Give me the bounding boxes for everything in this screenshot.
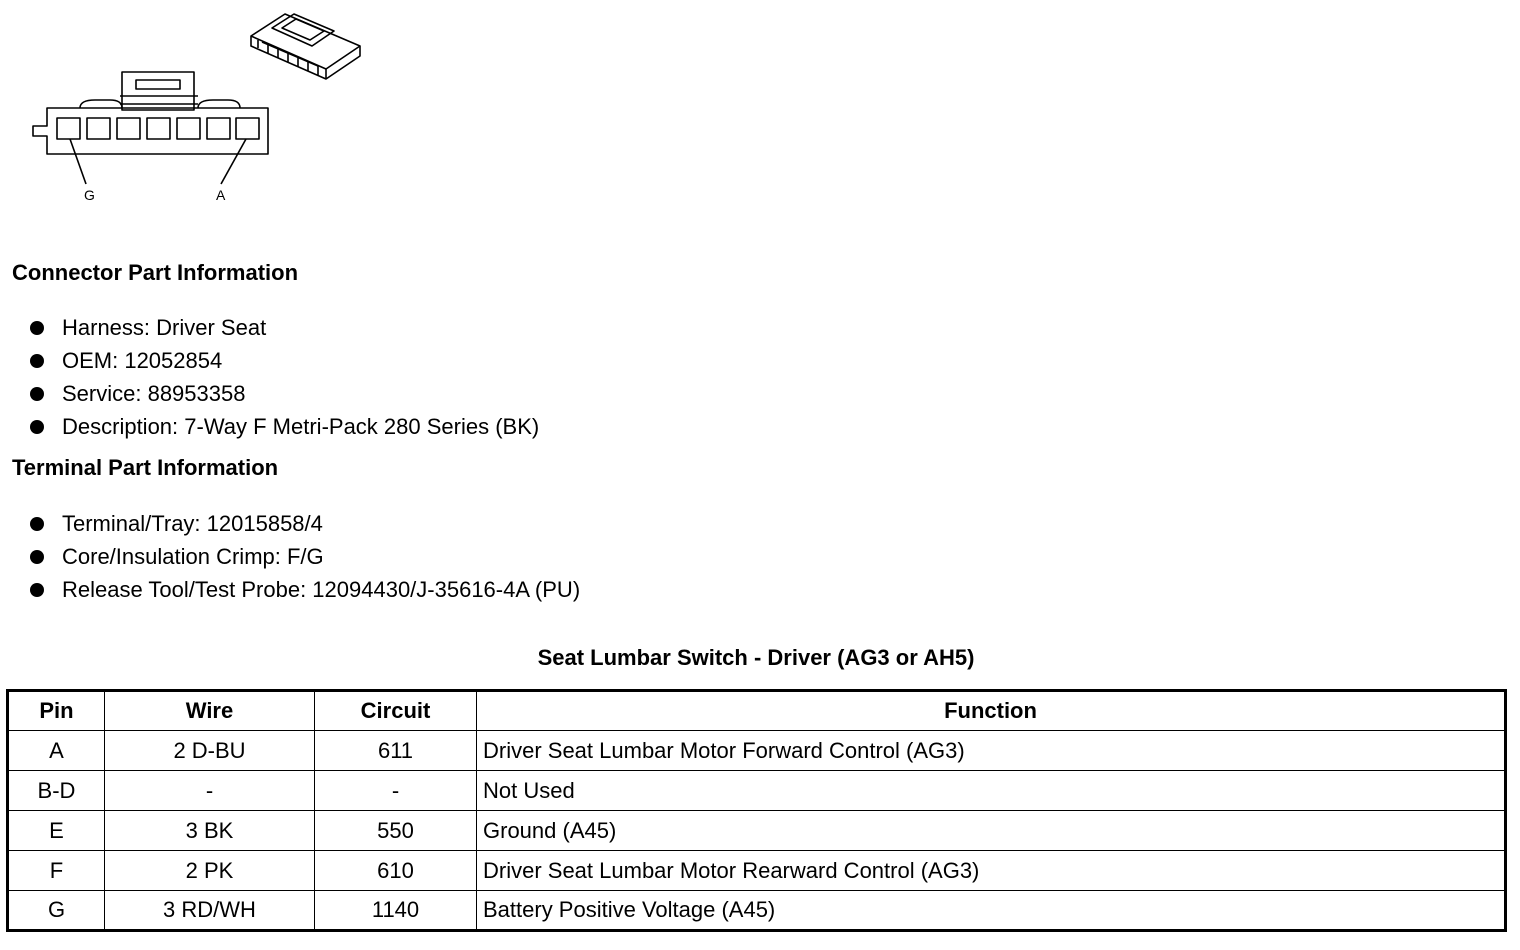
table-row	[8, 891, 1506, 931]
list-item-text: Core/Insulation Crimp: F/G	[62, 544, 324, 569]
cell-pin: F	[8, 851, 105, 891]
table-title: Seat Lumbar Switch - Driver (AG3 or AH5)	[537, 645, 975, 670]
connector-part-heading: Connector Part Information	[12, 260, 299, 285]
bullet-icon	[30, 517, 44, 531]
cell-function: Battery Positive Voltage (A45)	[477, 891, 1506, 931]
terminal-part-heading: Terminal Part Information	[12, 455, 279, 480]
bullet-icon	[30, 583, 44, 597]
header-pin: Pin	[8, 691, 105, 731]
pin-label-a: A	[216, 187, 226, 203]
list-item	[28, 344, 539, 377]
cell-function: Driver Seat Lumbar Motor Forward Control (AG3)	[477, 731, 1506, 771]
pin-label-g: G	[84, 187, 95, 203]
list-item	[28, 377, 539, 410]
connector-isometric-view	[251, 14, 360, 79]
list-item-text: Harness: Driver Seat	[62, 315, 267, 340]
table-row	[8, 851, 1506, 891]
cell-wire: 2 D-BU	[105, 731, 315, 771]
cell-pin: E	[8, 811, 105, 851]
connector-part-list	[28, 311, 539, 443]
cell-circuit: 611	[315, 731, 477, 771]
header-function: Function	[477, 691, 1506, 731]
bullet-icon	[30, 354, 44, 368]
terminal-part-list	[28, 507, 580, 606]
list-item-text: Description: 7-Way F Metri-Pack 280 Series (BK)	[62, 414, 540, 439]
table-header-row	[8, 691, 1506, 731]
cell-circuit: -	[315, 771, 477, 811]
list-item	[28, 540, 580, 573]
list-item-text: OEM: 12052854	[62, 348, 223, 373]
connector-diagram	[0, 0, 380, 215]
cell-wire: -	[105, 771, 315, 811]
cell-function: Driver Seat Lumbar Motor Rearward Control (AG3)	[477, 851, 1506, 891]
list-item-text: Release Tool/Test Probe: 12094430/J-35616-4A (PU)	[62, 577, 581, 602]
list-item-text: Service: 88953358	[62, 381, 246, 406]
connector-face-view	[33, 72, 268, 184]
cell-function: Ground (A45)	[477, 811, 1506, 851]
cell-pin: G	[8, 891, 105, 931]
cell-wire: 3 RD/WH	[105, 891, 315, 931]
cell-function: Not Used	[477, 771, 1506, 811]
cell-circuit: 1140	[315, 891, 477, 931]
bullet-icon	[30, 387, 44, 401]
cell-pin: B-D	[8, 771, 105, 811]
cell-wire: 2 PK	[105, 851, 315, 891]
header-wire: Wire	[105, 691, 315, 731]
bullet-icon	[30, 420, 44, 434]
list-item-text: Terminal/Tray: 12015858/4	[62, 511, 323, 536]
table-row	[8, 811, 1506, 851]
cell-circuit: 610	[315, 851, 477, 891]
table-row	[8, 771, 1506, 811]
cell-circuit: 550	[315, 811, 477, 851]
bullet-icon	[30, 550, 44, 564]
pinout-table	[6, 689, 1507, 932]
cell-wire: 3 BK	[105, 811, 315, 851]
list-item	[28, 573, 580, 606]
list-item	[28, 410, 539, 443]
cell-pin: A	[8, 731, 105, 771]
header-circuit: Circuit	[315, 691, 477, 731]
list-item	[28, 507, 580, 540]
list-item	[28, 311, 539, 344]
bullet-icon	[30, 321, 44, 335]
table-row	[8, 731, 1506, 771]
